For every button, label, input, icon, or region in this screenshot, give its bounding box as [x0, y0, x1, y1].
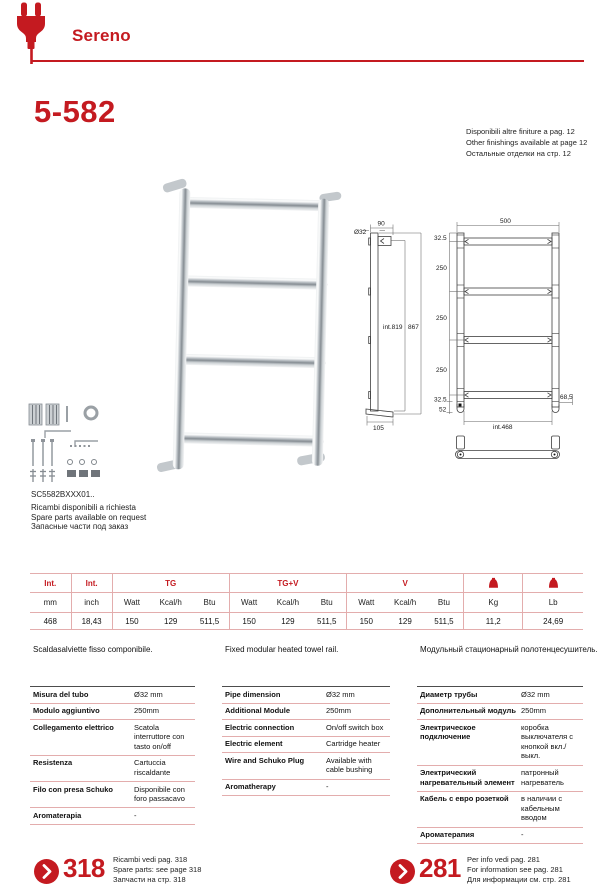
value-watt-tg: 150 — [112, 613, 151, 630]
spare-parts-code: SC5582BXXX01.. — [31, 490, 95, 499]
spare-page-note-en: Spare parts: see page 318 — [113, 864, 202, 874]
spec-table-ru — [417, 686, 583, 844]
value-kcal-tg: 129 — [151, 613, 190, 630]
value-inch: 18,43 — [71, 613, 112, 630]
spec-row — [30, 756, 195, 782]
spec-label: Aromaterapia — [33, 810, 82, 820]
unit-watt-tgv: Watt — [229, 593, 268, 613]
spec-value: Ø32 mm — [521, 689, 550, 699]
spec-value: - — [134, 810, 137, 820]
unit-kcal-v: Kcal/h — [386, 593, 425, 613]
spare-page-note-ru: Запчасти на стр. 318 — [113, 874, 186, 884]
description-ru: Модульный стационарный полотенцесушитель. — [420, 645, 598, 654]
spare-parts-note — [31, 503, 146, 532]
spec-row — [222, 780, 390, 797]
col-group-v: V — [347, 574, 464, 593]
table-values-row — [30, 613, 583, 630]
dim-total-width: 500 — [500, 218, 511, 225]
finishes-note-ru: Остальные отделки на стр. 12 — [466, 149, 571, 159]
spec-label: Дополнительный модуль — [420, 706, 516, 716]
dim-bracket-depth: 90 — [377, 220, 385, 228]
value-kcal-tgv: 129 — [268, 613, 307, 630]
info-page-note — [467, 855, 571, 884]
unit-btu-tgv: Btu — [307, 593, 346, 613]
unit-watt-tg: Watt — [112, 593, 151, 613]
dim-spacing-1: 250 — [436, 265, 447, 272]
unit-mm: mm — [30, 593, 71, 613]
dim-offset-top: 32.5 — [434, 235, 447, 242]
value-mm: 468 — [30, 613, 71, 630]
spec-value: 250mm — [326, 706, 352, 716]
spare-page-note-it: Ricambi vedi pag. 318 — [113, 855, 188, 864]
spec-label: Collegamento elettrico — [33, 722, 114, 732]
spare-parts-page-arrow-icon — [34, 859, 59, 884]
dim-foot-length: 52 — [439, 406, 447, 414]
col-group-tgv: TG+V — [229, 574, 346, 593]
value-kcal-v: 129 — [386, 613, 425, 630]
header-rule — [31, 60, 584, 62]
spec-value: - — [521, 830, 524, 840]
dim-diameter: Ø32 — [354, 229, 367, 236]
spec-label: Электрический нагревательный элемент — [420, 768, 515, 787]
spec-value: Cartridge heater — [326, 739, 381, 749]
spec-label: Wire and Schuko Plug — [225, 755, 305, 765]
weight-lb-icon — [523, 574, 583, 593]
spec-label: Кабель с евро розеткой — [420, 794, 509, 804]
spec-row — [30, 687, 195, 704]
spec-value: On/off switch box — [326, 722, 384, 732]
spec-row — [222, 704, 390, 721]
description-en: Fixed modular heated towel rail. — [225, 645, 339, 654]
spec-label: Resistenza — [33, 758, 73, 768]
spec-row — [417, 720, 583, 765]
spec-value: Ø32 mm — [326, 689, 355, 699]
spec-label: Electric connection — [225, 722, 295, 732]
power-table — [30, 573, 583, 630]
spare-parts-page-note — [113, 855, 201, 884]
dim-offset-bottom: 32.5 — [434, 396, 447, 404]
dim-total-height: 867 — [408, 324, 419, 331]
spec-label: Misura del tubo — [33, 689, 89, 699]
spec-row — [30, 704, 195, 721]
value-kg: 11,2 — [464, 613, 523, 630]
spec-label: Ароматерапия — [420, 830, 475, 840]
spec-value: Cartuccia riscaldante — [134, 758, 171, 778]
spare-parts-note-it: Ricambi disponibili a richiesta — [31, 503, 136, 512]
spec-row — [30, 782, 195, 808]
unit-watt-v: Watt — [347, 593, 386, 613]
dim-inner-height: int.819 — [383, 324, 403, 331]
spec-label: Aromatherapy — [225, 782, 276, 792]
spec-value: - — [326, 782, 329, 792]
table-group-row — [30, 574, 583, 593]
technical-drawing — [353, 183, 605, 475]
table-units-row — [30, 593, 583, 613]
col-group-int-inch: Int. — [71, 574, 112, 593]
spec-row — [222, 720, 390, 737]
spec-row — [30, 808, 195, 825]
spec-label: Диаметр трубы — [420, 689, 478, 699]
spec-label: Additional Module — [225, 706, 290, 716]
power-plug-icon — [14, 2, 64, 64]
spec-row — [417, 828, 583, 845]
unit-kg: Kg — [464, 593, 523, 613]
info-page-note-en: For information see pag. 281 — [467, 864, 563, 874]
spec-value: Available with cable bushing — [326, 755, 373, 775]
info-page-arrow-icon — [390, 859, 415, 884]
spec-table-it — [30, 686, 195, 825]
spec-value: 250mm — [134, 706, 160, 716]
spec-label: Electric element — [225, 739, 283, 749]
spec-row — [30, 720, 195, 756]
spec-label: Filo con presa Schuko — [33, 784, 114, 794]
dim-base-depth: 105 — [373, 425, 384, 432]
spec-value: коробка выключателя с кнопкой вкл./выкл. — [521, 722, 574, 761]
value-btu-v: 511,5 — [425, 613, 464, 630]
value-watt-tgv: 150 — [229, 613, 268, 630]
spec-label: Pipe dimension — [225, 689, 281, 699]
description-it: Scaldasalviette fisso componibile. — [33, 645, 153, 654]
col-group-tg: TG — [112, 574, 229, 593]
spare-parts-page-number: 318 — [63, 853, 105, 883]
value-watt-v: 150 — [347, 613, 386, 630]
value-btu-tg: 511,5 — [190, 613, 229, 630]
dim-inner-width: int.468 — [493, 424, 513, 431]
spec-value: 250mm — [521, 706, 547, 716]
unit-kcal-tgv: Kcal/h — [268, 593, 307, 613]
unit-inch: inch — [71, 593, 112, 613]
spare-parts-note-en: Spare parts available on request — [31, 512, 147, 522]
spec-label: Modulo aggiuntivo — [33, 706, 100, 716]
spare-parts-image — [24, 386, 144, 486]
finishes-note — [466, 126, 587, 160]
spec-row — [417, 792, 583, 828]
dim-spacing-3: 250 — [436, 367, 447, 374]
info-page-note-it: Per info vedi pag. 281 — [467, 855, 540, 864]
unit-lb: Lb — [523, 593, 583, 613]
info-page-number: 281 — [419, 853, 461, 883]
spec-row — [222, 687, 390, 704]
unit-btu-v: Btu — [425, 593, 464, 613]
spec-value: Ø32 mm — [134, 689, 163, 699]
spec-row — [222, 737, 390, 754]
spare-parts-note-ru: Запасные части под заказ — [31, 522, 129, 532]
spec-label: Электрическое подключение — [420, 722, 476, 742]
spec-value: Disponibile con foro passacavo — [134, 784, 185, 804]
value-btu-tgv: 511,5 — [307, 613, 346, 630]
spec-value: патронный нагреватель — [521, 768, 564, 787]
info-page-note-ru: Для информации см. стр. 281 — [467, 874, 571, 884]
spec-value: Scatola interruttore con tasto on/off — [134, 722, 185, 751]
value-lb: 24,69 — [523, 613, 583, 630]
product-photo — [146, 176, 354, 490]
spec-row — [417, 704, 583, 721]
col-group-int-mm: Int. — [30, 574, 71, 593]
finishes-note-it: Disponibili altre finiture a pag. 12 — [466, 127, 575, 136]
spec-value: в наличии с кабельным вводом — [521, 794, 563, 823]
model-number: 5-582 — [34, 94, 116, 129]
unit-kcal-tg: Kcal/h — [151, 593, 190, 613]
dim-bracket-offset: 68,5 — [560, 394, 573, 401]
unit-btu-tg: Btu — [190, 593, 229, 613]
spec-table-en — [222, 686, 390, 796]
spec-row — [417, 766, 583, 792]
spec-row — [222, 753, 390, 779]
finishes-note-en: Other finishings available at page 12 — [466, 138, 588, 148]
series-title: Sereno — [72, 26, 131, 45]
spec-row — [417, 687, 583, 704]
dim-spacing-2: 250 — [436, 315, 447, 322]
weight-kg-icon — [464, 574, 523, 593]
